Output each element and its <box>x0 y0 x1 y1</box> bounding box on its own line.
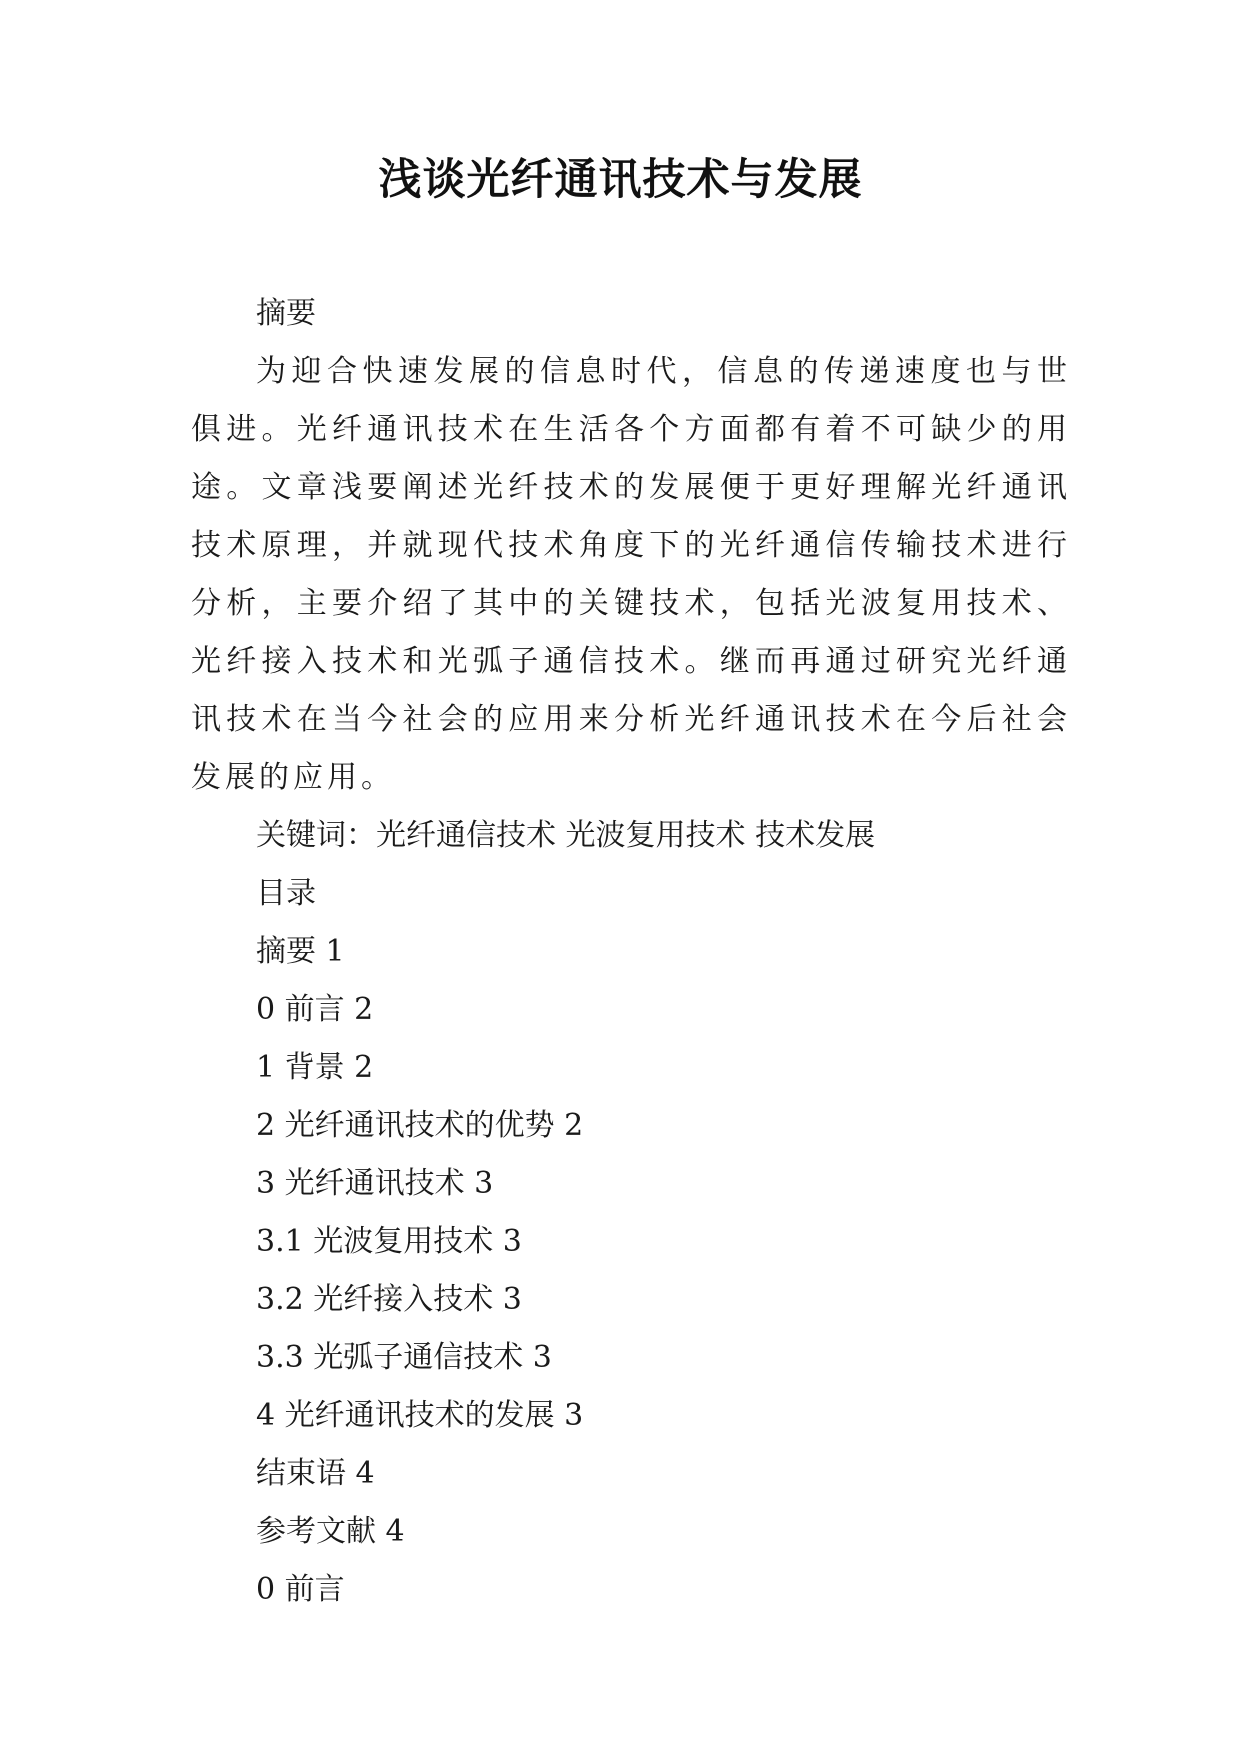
toc-item: 摘要 1 <box>256 934 345 969</box>
toc-item: 3 光纤通讯技术 3 <box>256 1166 494 1201</box>
toc-item: 0 前言 2 <box>256 992 374 1027</box>
toc-item: 4 光纤通讯技术的发展 3 <box>256 1398 584 1433</box>
toc-item: 参考文献 4 <box>256 1514 405 1549</box>
section-heading: 0 前言 <box>256 1572 345 1607</box>
toc-item: 3.1 光波复用技术 3 <box>256 1224 522 1259</box>
toc-item: 2 光纤通讯技术的优势 2 <box>256 1108 584 1143</box>
toc-heading: 目录 <box>256 876 316 911</box>
toc-item: 1 背景 2 <box>256 1050 374 1085</box>
abstract-heading: 摘要 <box>256 296 316 331</box>
toc-item: 3.2 光纤接入技术 3 <box>256 1282 522 1317</box>
document-body <box>191 285 1071 1619</box>
keywords-line: 关键词：光纤通信技术 光波复用技术 技术发展 <box>256 818 876 853</box>
toc-item: 结束语 4 <box>256 1456 375 1491</box>
document-title: 浅谈光纤通讯技术与发展 <box>378 155 863 205</box>
abstract-paragraph: 为迎合快速发展的信息时代，信息的传递速度也与世俱进。光纤通讯技术在生活各个方面都有着不可缺少的用途。文章浅要阐述光纤技术的发展便于更好理解光纤通讯技术原理，并就现代技术角度下的光纤通信传输技术进行分析，主要介绍了其中的关键技术，包括光波复用技术、光纤接入技术和光弧子通信技术。继而再通过研究光纤通讯技术在当今社会的应用来分析光纤通讯技术在今后社会发展的应用。 <box>191 354 1071 795</box>
toc-item: 3.3 光弧子通信技术 3 <box>256 1340 552 1375</box>
